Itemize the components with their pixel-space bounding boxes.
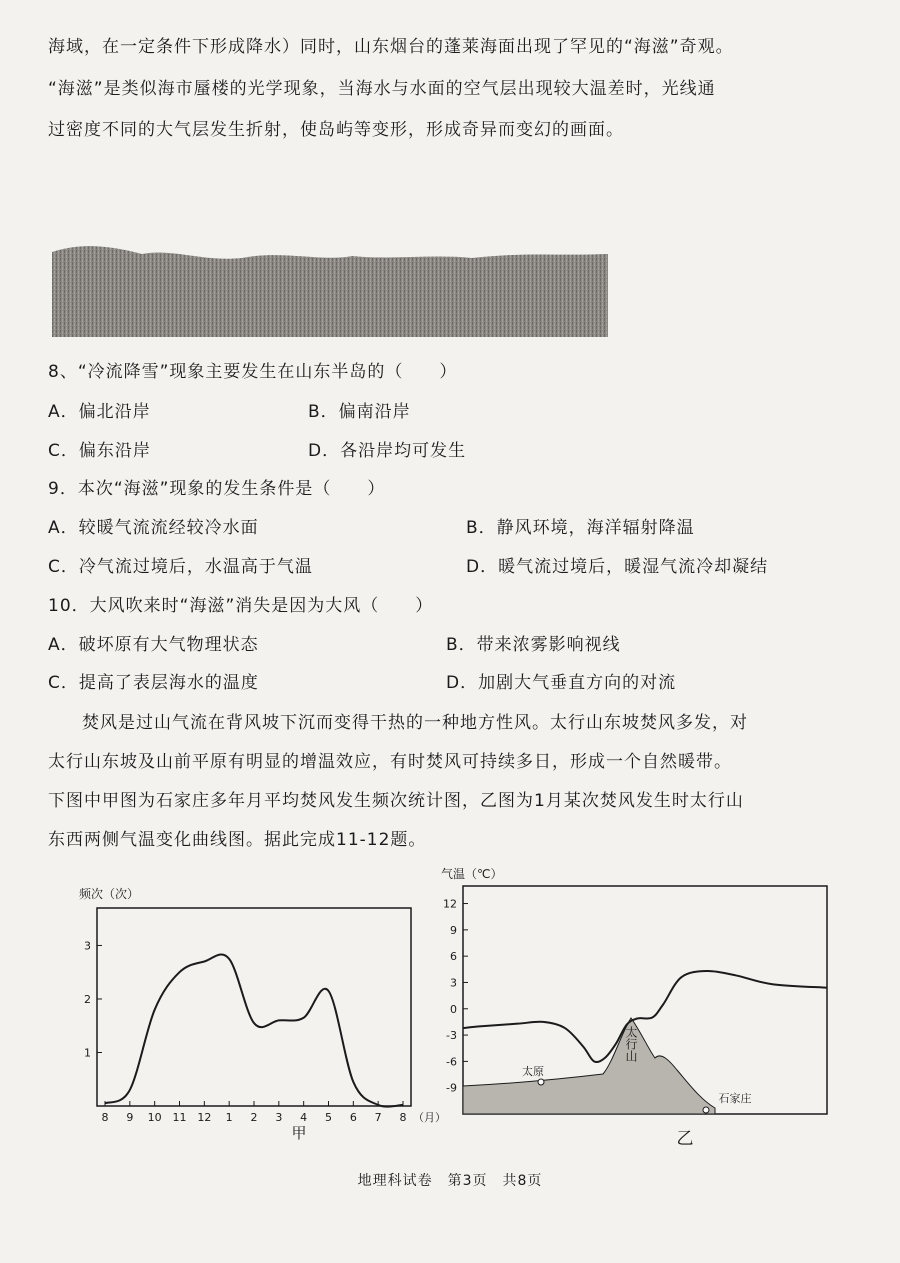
y-tick-label: 1 [84,1046,91,1060]
intro-line-3: 过密度不同的大气层发生折射，使岛屿等变形，形成奇异而变幻的画面。 [48,120,624,140]
passage-line-3: 下图中甲图为石家庄多年月平均焚风发生频次统计图，乙图为1月某次焚风发生时太行山 [48,791,744,811]
passage-line-4: 东西两侧气温变化曲线图。据此完成11-12题。 [48,830,427,850]
intro-line-2: “海滋”是类似海市蜃楼的光学现象，当海水与水面的空气层出现较大温差时，光线通 [48,79,716,99]
q8-option-c: C．偏东沿岸 [48,441,151,461]
y-tick-label: -9 [446,1081,457,1095]
sea-mirage-photo [52,242,608,337]
chart-jia-foehn-frequency [55,880,446,1142]
y-tick-label: -6 [446,1055,457,1069]
frequency-line [105,954,403,1106]
x-tick-label: 1 [225,1111,233,1124]
question-10-stem: 10．大风吹来时“海滋”消失是因为大风（ ） [48,596,434,616]
x-tick-label: 5 [325,1111,332,1124]
y-tick-label: 12 [443,897,457,911]
q8-option-a: A．偏北沿岸 [48,402,151,422]
chart-yi-temperature-profile [425,862,845,1152]
terrain-label-taihang: 太行山 [624,1026,638,1062]
q10-option-d: D．加剧大气垂直方向的对流 [446,673,677,693]
x-tick-label: 11 [172,1111,187,1124]
question-8-stem: 8、“冷流降雪”现象主要发生在山东半岛的（ ） [48,362,458,382]
shijiazhuang-marker [703,1107,709,1113]
q8-option-d: D．各沿岸均可发生 [308,441,467,461]
plot-frame [97,908,411,1106]
y-tick-label: 3 [450,976,457,990]
q9-option-a: A．较暖气流流经较冷水面 [48,518,259,538]
chart-caption: 乙 [676,1129,694,1149]
y-tick-label: -3 [446,1029,457,1043]
intro-line-1: 海域，在一定条件下形成降水）同时，山东烟台的蓬莱海面出现了罕见的“海滋”奇观。 [48,37,734,57]
question-9-stem: 9．本次“海滋”现象的发生条件是（ ） [48,479,386,499]
x-tick-label: 9 [126,1111,134,1124]
page-footer: 地理科试卷 第3页 共8页 [357,1173,543,1189]
x-tick-label: 2 [250,1111,258,1124]
q9-option-b: B．静风环境，海洋辐射降温 [466,518,695,538]
x-tick-label: 4 [300,1111,308,1124]
q9-option-c: C．冷气流过境后，水温高于气温 [48,557,313,577]
x-tick-label: 8 [101,1111,109,1124]
y-tick-label: 3 [84,939,91,953]
q10-option-a: A．破坏原有大气物理状态 [48,635,259,655]
y-tick-label: 0 [450,1002,457,1016]
passage-line-2: 太行山东坡及山前平原有明显的增温效应，有时焚风可持续多日，形成一个自然暖带。 [48,752,732,772]
y-tick-label: 6 [450,950,457,964]
x-axis-unit: （月） [413,1111,446,1124]
y-axis-label: 气温（℃） [441,867,503,881]
q9-option-d: D．暖气流过境后，暖湿气流冷却凝结 [466,557,769,577]
taiyuan-marker [538,1079,544,1085]
terrain-label-shijiazhuang: 石家庄 [718,1092,752,1105]
y-tick-label: 2 [84,992,91,1006]
q10-option-b: B．带来浓雾影响视线 [446,635,621,655]
mountain-terrain [463,1018,715,1114]
passage-line-1: 焚风是过山气流在背风坡下沉而变得干热的一种地方性风。太行山东坡焚风多发，对 [82,713,748,733]
x-tick-label: 8 [399,1111,407,1124]
y-tick-label: 9 [450,923,457,937]
x-tick-label: 7 [374,1111,382,1124]
x-tick-label: 6 [349,1111,357,1124]
x-tick-label: 10 [147,1111,162,1124]
q8-option-b: B．偏南沿岸 [308,402,411,422]
chart-caption: 甲 [291,1124,307,1142]
q10-option-c: C．提高了表层海水的温度 [48,673,259,693]
y-axis-label: 频次（次） [79,887,140,901]
terrain-label-taiyuan: 太原 [522,1065,544,1078]
x-tick-label: 12 [197,1111,212,1124]
x-tick-label: 3 [275,1111,283,1124]
